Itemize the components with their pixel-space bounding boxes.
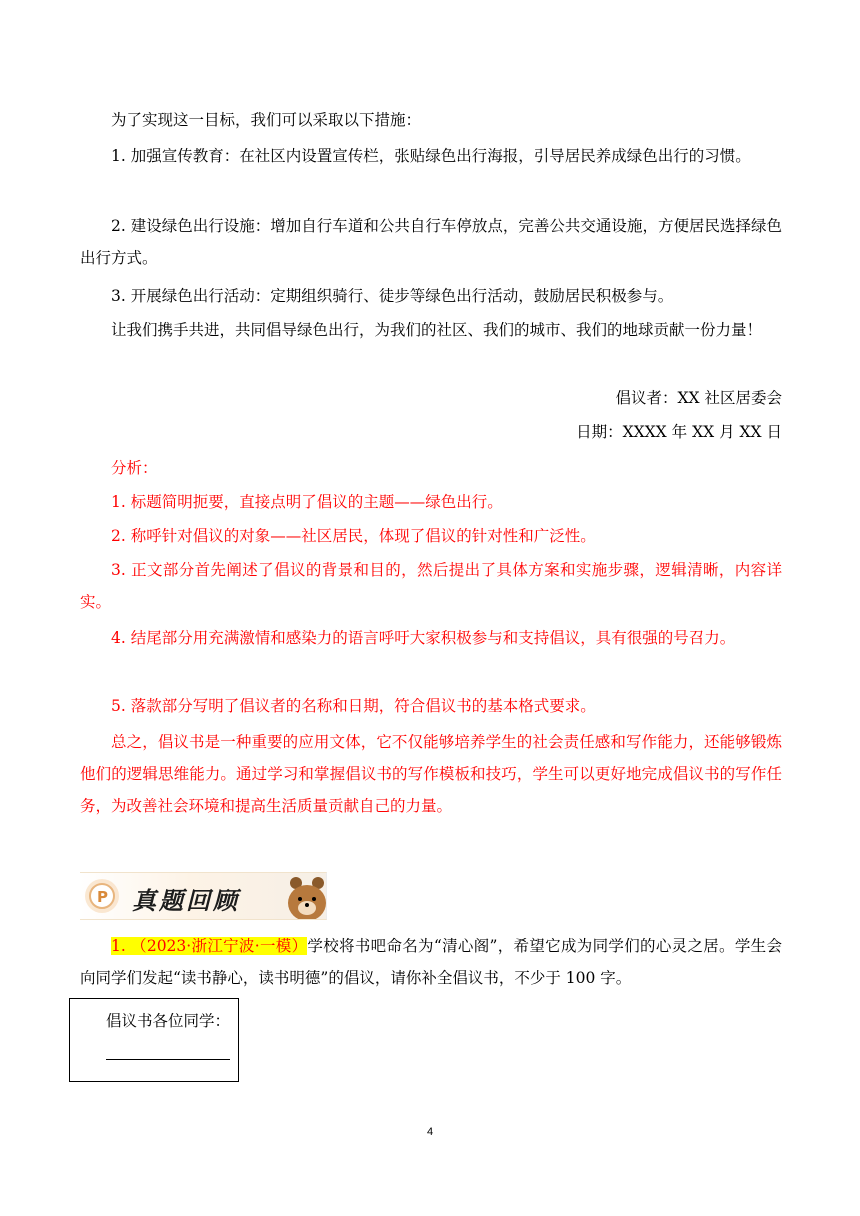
section-header-banner bbox=[80, 872, 327, 920]
answer-blank-line bbox=[106, 1059, 230, 1060]
question-source-highlight: 1. （2023·浙江宁波·一模） bbox=[111, 937, 308, 955]
analysis-summary: 总之，倡议书是一种重要的应用文体，它不仅能够培养学生的社会责任感和写作能力，还能够锻炼他们的逻辑思维能力。通过学习和掌握倡议书的写作模板和技巧，学生可以更好地完成倡议书的写作任务，为改善社会环境和提高生活质量贡献自己的力量。 bbox=[80, 733, 782, 815]
question-body: 学校将书吧命名为“清心阁”，希望它成为同学们的心灵之居。学生会向同学们发起“读书静心，读书明德”的倡议，请你补全倡议书，不少于 100 字。 bbox=[80, 937, 782, 987]
analysis-heading: 分析： bbox=[111, 459, 158, 477]
paragraph-measure-3: 3. 开展绿色出行活动：定期组织骑行、徒步等绿色出行活动，鼓励居民积极参与。 bbox=[111, 287, 674, 305]
analysis-item-4: 4. 结尾部分用充满激情和感染力的语言呼吁大家积极参与和支持倡议，具有很强的号召力。 bbox=[111, 629, 736, 647]
analysis-item-3: 3. 正文部分首先阐述了倡议的背景和目的，然后提出了具体方案和实施步骤，逻辑清晰，内容详实。 bbox=[80, 561, 782, 611]
signature-line: 倡议者：XX 社区居委会 bbox=[615, 389, 782, 407]
question-text bbox=[80, 930, 782, 994]
paragraph-intro: 为了实现这一目标，我们可以采取以下措施： bbox=[111, 111, 422, 129]
analysis-item-5: 5. 落款部分写明了倡议者的名称和日期，符合倡议书的基本格式要求。 bbox=[111, 697, 596, 715]
answer-box-text: 倡议书各位同学： bbox=[106, 1012, 231, 1030]
answer-box bbox=[69, 998, 239, 1082]
date-line: 日期：XXXX 年 XX 月 XX 日 bbox=[576, 423, 782, 441]
paragraph-measure-2: 2. 建设绿色出行设施：增加自行车道和公共自行车停放点，完善公共交通设施，方便居民选择绿色出行方式。 bbox=[80, 217, 782, 267]
paragraph-closing: 让我们携手共进，共同倡导绿色出行，为我们的社区、我们的城市、我们的地球贡献一份力量！ bbox=[111, 321, 763, 339]
analysis-item-2: 2. 称呼针对倡议的对象——社区居民，体现了倡议的针对性和广泛性。 bbox=[111, 527, 596, 545]
section-title: 真题回顾 bbox=[132, 887, 240, 915]
paragraph-measure-1: 1. 加强宣传教育：在社区内设置宣传栏，张贴绿色出行海报，引导居民养成绿色出行的习惯。 bbox=[111, 147, 751, 165]
svg-text:P: P bbox=[97, 888, 108, 906]
page-number: 4 bbox=[426, 1126, 434, 1138]
analysis-item-1: 1. 标题简明扼要，直接点明了倡议的主题——绿色出行。 bbox=[111, 493, 503, 511]
